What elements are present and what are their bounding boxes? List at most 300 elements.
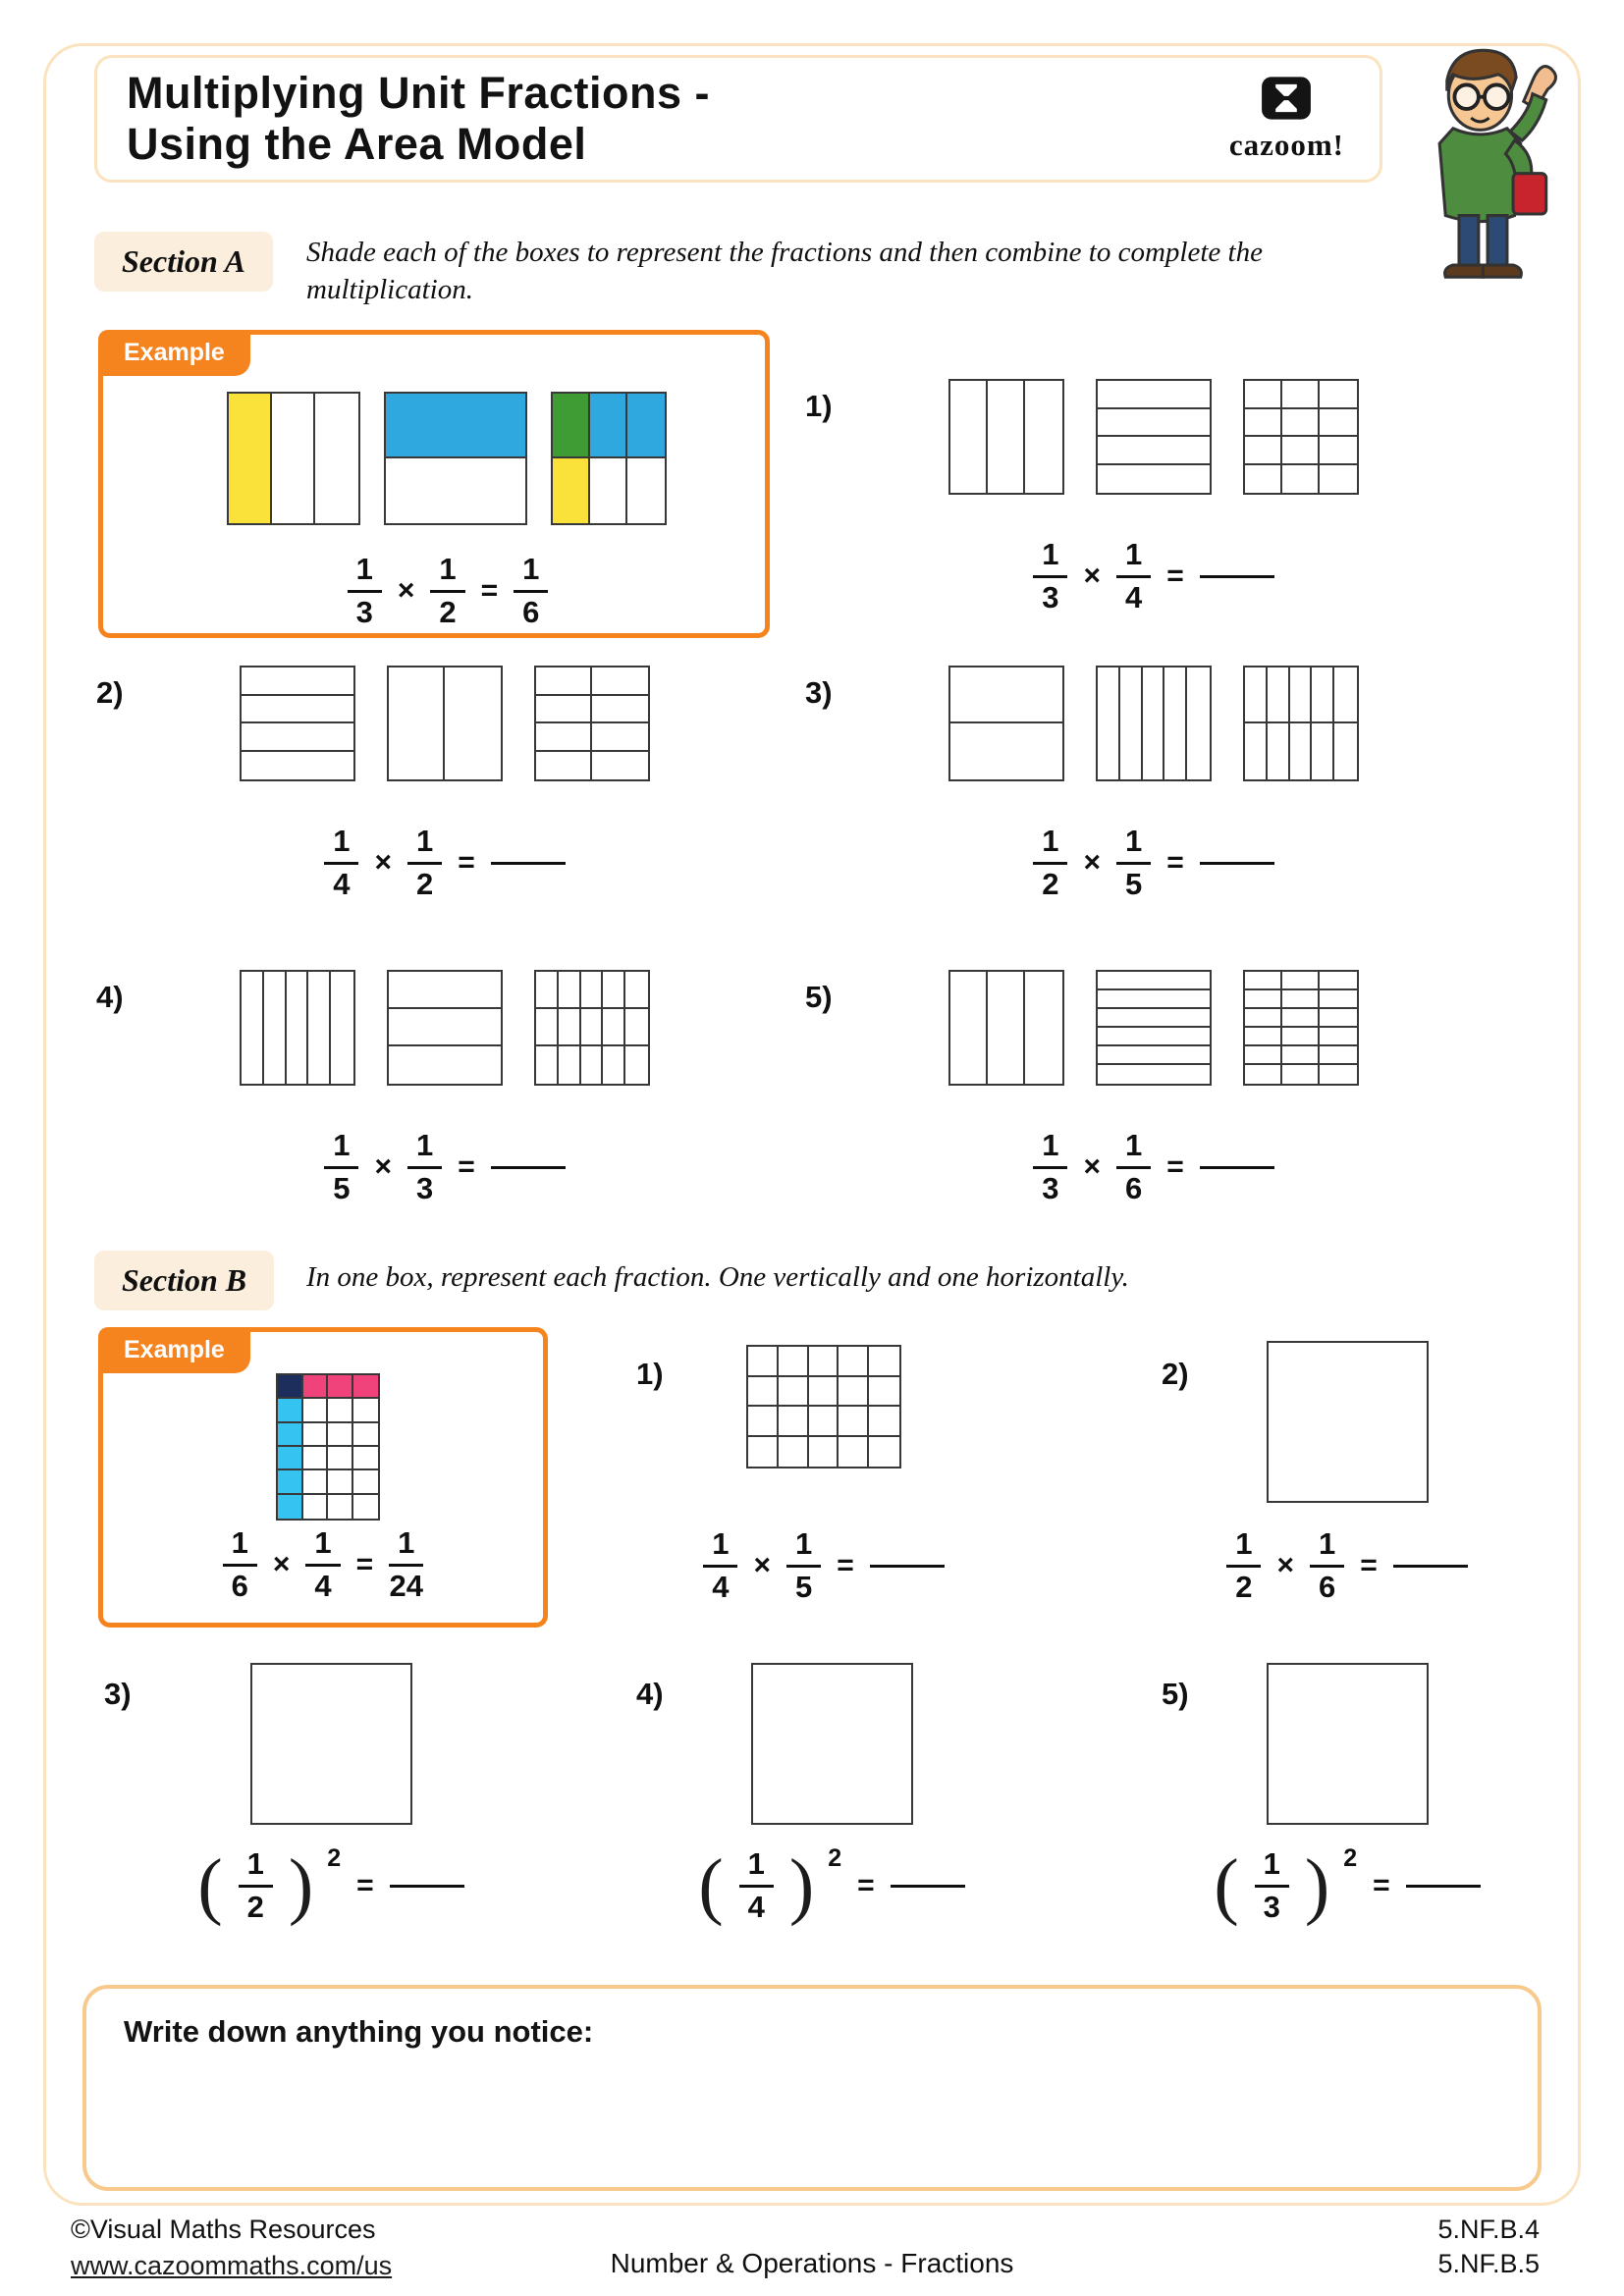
grid-cell: [1245, 1028, 1282, 1046]
grid-cell: [303, 1399, 329, 1422]
worksheet-title: [127, 68, 710, 170]
title-box: [94, 55, 1382, 183]
numerator: 1: [324, 1129, 358, 1169]
denominator: 3: [1042, 579, 1059, 614]
fraction: [407, 1129, 442, 1205]
grid-cell: [1320, 465, 1357, 494]
problem-b3: [96, 1661, 548, 1946]
grid-cell: [1269, 1343, 1427, 1501]
denominator: 2: [1235, 1569, 1253, 1604]
numerator: 1: [305, 1526, 340, 1567]
grid-cell: [1245, 409, 1282, 438]
numerator: 1: [324, 825, 358, 865]
fraction: [703, 1527, 737, 1604]
grid-cell: [278, 1495, 303, 1519]
grid-cell: [1245, 437, 1282, 465]
grid-cell: [278, 1399, 303, 1422]
equation: [169, 1843, 493, 1927]
answer-blank[interactable]: [1200, 862, 1274, 865]
equals-sign: =: [458, 1150, 475, 1184]
numerator: 1: [786, 1527, 821, 1568]
area-model-grid[interactable]: [751, 1663, 913, 1825]
grid-cell: [389, 667, 445, 779]
grid-cell: [1245, 381, 1282, 409]
times-sign: ×: [374, 1150, 392, 1184]
grid-cell: [1320, 381, 1357, 409]
area-model-grid[interactable]: [250, 1663, 412, 1825]
numerator: 1: [1033, 538, 1067, 578]
grid-cell: [386, 394, 525, 458]
problem-number: 1): [636, 1357, 664, 1391]
grid-cell: [625, 1009, 648, 1046]
answer-blank[interactable]: [390, 1885, 464, 1888]
times-sign: ×: [1083, 846, 1101, 880]
grid-cell: [242, 752, 353, 780]
grid-cell: [536, 723, 592, 752]
grid-cell: [779, 1437, 809, 1468]
grid-cell: [1334, 723, 1357, 779]
grid-cell: [242, 667, 353, 696]
grid-cell: [536, 1046, 559, 1084]
grid-cell: [1098, 409, 1210, 438]
problem-number: 4): [96, 980, 124, 1014]
grid-cell: [627, 458, 665, 523]
example-box-a: [98, 330, 770, 638]
right-paren: ): [288, 1843, 314, 1927]
grid-cell: [386, 458, 525, 523]
grid-cell: [1290, 723, 1313, 779]
grid-cell: [272, 394, 315, 523]
grid-cell: [328, 1375, 353, 1399]
grid-cell: [869, 1437, 899, 1468]
grid-cell: [1268, 723, 1290, 779]
fraction: [1116, 1129, 1151, 1205]
left-paren: (: [698, 1843, 724, 1927]
grid-cell: [748, 1347, 779, 1377]
grid-cell: [748, 1407, 779, 1437]
grid-cell: [1282, 1028, 1320, 1046]
grid-cell: [278, 1423, 303, 1447]
grid-cell: [1320, 972, 1357, 990]
area-model-grid[interactable]: [1096, 970, 1212, 1086]
equation: [1185, 1527, 1509, 1604]
answer-blank[interactable]: [1393, 1565, 1468, 1568]
grid-cell: [1282, 990, 1320, 1009]
fraction: [407, 825, 442, 901]
standard-code-2: 5.NF.B.5: [1437, 2249, 1540, 2279]
grid-cell: [1245, 1009, 1282, 1028]
area-model-grid[interactable]: [948, 379, 1064, 495]
equals-sign: =: [1166, 1150, 1184, 1184]
area-model-grid[interactable]: [240, 970, 355, 1086]
grid-cell: [353, 1399, 379, 1422]
denominator: 2: [246, 1889, 264, 1924]
grid-cell: [353, 1470, 379, 1494]
section-b-instruction: In one box, represent each fraction. One vertically and one horizontally.: [306, 1261, 1129, 1293]
area-model-grid[interactable]: [387, 666, 503, 781]
equation: [662, 1527, 986, 1604]
problem-number: 4): [636, 1677, 664, 1711]
grid-cell: [1143, 667, 1165, 779]
answer-blank[interactable]: [1200, 575, 1274, 578]
problem-a5: [805, 970, 1434, 1205]
grid-cell: [839, 1407, 869, 1437]
grid-cell: [303, 1470, 329, 1494]
problem-a4: [96, 970, 725, 1205]
grid-cell: [328, 1423, 353, 1447]
grid-cell: [809, 1407, 839, 1437]
grid-cell: [581, 1009, 604, 1046]
numerator: 1: [239, 1847, 273, 1888]
squared-exponent: 2: [1343, 1843, 1358, 1872]
area-model-grid[interactable]: [1096, 666, 1212, 781]
grid-cell: [328, 1470, 353, 1494]
grid-cell: [1282, 1065, 1320, 1084]
grid-cell: [1120, 667, 1143, 779]
denominator: 5: [333, 1170, 351, 1205]
problem-a3: [805, 666, 1434, 901]
equals-sign: =: [1166, 846, 1184, 880]
grid-cell: [1312, 723, 1334, 779]
area-model-grid[interactable]: [534, 970, 650, 1086]
grid-cell: [353, 1495, 379, 1519]
denominator: 6: [522, 594, 540, 629]
fraction: [1033, 538, 1067, 614]
numerator: 1: [1033, 825, 1067, 865]
denominator: 4: [712, 1569, 730, 1604]
denominator: 5: [1125, 866, 1143, 901]
numerator: 1: [1226, 1527, 1261, 1568]
problem-b2: [1154, 1341, 1605, 1626]
section-b-label: Section B: [94, 1251, 274, 1310]
grid-cell: [988, 381, 1025, 493]
grid-cell: [331, 972, 353, 1084]
logo-hourglass-icon: [1261, 76, 1312, 126]
fraction: [324, 1129, 358, 1205]
numerator: 1: [1116, 1129, 1151, 1169]
numerator: 1: [1310, 1527, 1344, 1568]
denominator: 6: [1125, 1170, 1143, 1205]
grid-cell: [625, 972, 648, 1009]
equation: [240, 825, 650, 901]
numerator: 1: [514, 553, 548, 593]
example-box-b: [98, 1327, 548, 1628]
grid-cell: [779, 1407, 809, 1437]
area-model-grid: [276, 1373, 380, 1521]
grid-cell: [328, 1399, 353, 1422]
denominator: 4: [747, 1889, 765, 1924]
fraction: [239, 1847, 273, 1924]
area-model-grid[interactable]: [1096, 379, 1212, 495]
grid-cell: [748, 1377, 779, 1408]
answer-blank[interactable]: [491, 862, 566, 865]
grid-cell: [581, 1046, 604, 1084]
grid-cell: [1312, 667, 1334, 723]
area-model-grid[interactable]: [1243, 666, 1359, 781]
area-model-grid[interactable]: [534, 666, 650, 781]
area-model-grid[interactable]: [948, 970, 1064, 1086]
grid-cell: [536, 752, 592, 780]
answer-blank[interactable]: [491, 1166, 566, 1169]
fraction: [1116, 825, 1151, 901]
equation: [240, 1129, 650, 1205]
grid-cell: [303, 1447, 329, 1470]
grid-cell: [1282, 1009, 1320, 1028]
times-sign: ×: [1276, 1549, 1294, 1582]
grid-cell: [592, 667, 648, 696]
grid-cell: [389, 1046, 501, 1084]
grid-cell: [278, 1375, 303, 1399]
denominator: 2: [416, 866, 434, 901]
area-model-grid: [384, 392, 527, 525]
grid-cell: [869, 1377, 899, 1408]
grid-cell: [1187, 667, 1210, 779]
numerator: 1: [348, 553, 382, 593]
grid-cell: [1098, 1028, 1210, 1046]
grid-cell: [315, 394, 358, 523]
grid-cell: [536, 667, 592, 696]
notice-label: Write down anything you notice:: [124, 2014, 594, 2049]
grid-cell: [536, 972, 559, 1009]
denominator: 2: [1042, 866, 1059, 901]
denominator: 5: [795, 1569, 813, 1604]
grid-cell: [839, 1347, 869, 1377]
equation: [948, 825, 1359, 901]
fraction: [1226, 1527, 1261, 1604]
times-sign: ×: [753, 1549, 771, 1582]
grid-cell: [809, 1377, 839, 1408]
grid-cell: [753, 1665, 911, 1823]
grid-cell: [1282, 972, 1320, 990]
denominator: 24: [389, 1568, 424, 1603]
area-model-grid[interactable]: [1243, 970, 1359, 1086]
logo-text: cazoom!: [1228, 127, 1344, 162]
grid-cell: [1245, 990, 1282, 1009]
grid-cell: [1245, 723, 1268, 779]
fraction: [430, 553, 464, 629]
problem-number: 3): [805, 675, 833, 710]
grid-cell: [303, 1375, 329, 1399]
grid-cell: [1098, 990, 1210, 1009]
grid-cell: [592, 752, 648, 780]
grid-cell: [1098, 1046, 1210, 1065]
grid-cell: [1320, 990, 1357, 1009]
grid-cell: [229, 394, 272, 523]
grid-cell: [1320, 409, 1357, 438]
grid-cell: [627, 394, 665, 458]
denominator: 4: [1125, 579, 1143, 614]
fraction: [223, 1526, 257, 1603]
notice-box[interactable]: [82, 1985, 1542, 2191]
grid-cell: [536, 696, 592, 724]
grid-cell: [950, 723, 1062, 779]
example-grids: [227, 392, 667, 525]
grid-cell: [603, 1009, 625, 1046]
grid-cell: [559, 1009, 581, 1046]
area-model-grid[interactable]: [1243, 379, 1359, 495]
equals-sign: =: [1373, 1869, 1390, 1902]
cazoom-logo: [1229, 76, 1344, 163]
section-a-instruction: Shade each of the boxes to represent the fractions and then combine to complete the multiplication.: [306, 237, 1263, 306]
fraction: [1116, 538, 1151, 614]
website-link[interactable]: www.cazoommaths.com/us: [71, 2251, 393, 2281]
area-model-grid[interactable]: [240, 666, 355, 781]
equation: [948, 1129, 1359, 1205]
grid-cell: [1282, 409, 1320, 438]
problem-number: 1): [805, 389, 833, 423]
times-sign: ×: [1083, 1150, 1101, 1184]
equals-sign: =: [1166, 560, 1184, 593]
times-sign: ×: [397, 574, 415, 608]
numerator: 1: [1116, 538, 1151, 578]
area-model-grid[interactable]: [1267, 1663, 1429, 1825]
grid-cell: [553, 394, 590, 458]
footer-copyright: ©Visual Maths Resources: [71, 2215, 376, 2244]
area-model-grid[interactable]: [948, 666, 1064, 781]
grid-cell: [950, 381, 988, 493]
grid-cell: [1320, 1046, 1357, 1065]
grid-cell: [1245, 972, 1282, 990]
result-fraction: [389, 1526, 423, 1603]
numerator: 1: [223, 1526, 257, 1567]
teacher-illustration: [1386, 35, 1583, 291]
grid-cell: [389, 972, 501, 1009]
grid-cell: [1245, 1046, 1282, 1065]
grid-cell: [603, 972, 625, 1009]
numerator: 1: [1116, 825, 1151, 865]
grid-cell: [264, 972, 287, 1084]
grid-cell: [1320, 1009, 1357, 1028]
grid-cell: [559, 972, 581, 1009]
numerator: 1: [407, 1129, 442, 1169]
answer-blank[interactable]: [891, 1885, 965, 1888]
grid-cell: [242, 696, 353, 724]
grid-cell: [1098, 972, 1210, 990]
right-paren: ): [1304, 1843, 1330, 1927]
fraction: [1255, 1847, 1289, 1924]
grid-cell: [592, 723, 648, 752]
grid-cell: [1282, 381, 1320, 409]
grid-cell: [353, 1423, 379, 1447]
grid-cell: [536, 1009, 559, 1046]
grid-cell: [278, 1470, 303, 1494]
grid-cell: [1245, 465, 1282, 494]
example-equation: [227, 553, 669, 629]
problem-b5: [1154, 1661, 1605, 1946]
grid-cell: [353, 1375, 379, 1399]
grid-cell: [950, 972, 988, 1084]
grid-cell: [1098, 1009, 1210, 1028]
area-model-grid: [227, 392, 360, 525]
grid-cell: [809, 1437, 839, 1468]
result-fraction: [514, 553, 548, 629]
grid-cell: [869, 1407, 899, 1437]
answer-blank[interactable]: [1406, 1885, 1481, 1888]
denominator: 4: [314, 1568, 332, 1603]
grid-cell: [1320, 1065, 1357, 1084]
numerator: 1: [739, 1847, 774, 1888]
problem-a2: [96, 666, 725, 901]
grid-cell: [1320, 1028, 1357, 1046]
numerator: 1: [430, 553, 464, 593]
area-model-grid[interactable]: [746, 1345, 901, 1468]
equals-sign: =: [857, 1869, 875, 1902]
numerator: 1: [407, 825, 442, 865]
grid-cell: [303, 1423, 329, 1447]
answer-blank[interactable]: [870, 1565, 945, 1568]
denominator: 3: [416, 1170, 434, 1205]
fraction: [348, 553, 382, 629]
grid-cell: [553, 458, 590, 523]
area-model-grid[interactable]: [387, 970, 503, 1086]
times-sign: ×: [1083, 560, 1101, 593]
denominator: 3: [355, 594, 373, 629]
fraction: [786, 1527, 821, 1604]
grid-cell: [748, 1437, 779, 1468]
grid-cell: [1320, 437, 1357, 465]
grid-cell: [590, 458, 627, 523]
grid-cell: [1282, 1046, 1320, 1065]
equals-sign: =: [480, 574, 499, 608]
problem-number: 5): [1162, 1677, 1189, 1711]
area-model-grid[interactable]: [1267, 1341, 1429, 1503]
grid-cell: [1025, 972, 1062, 1084]
grid-cell: [779, 1347, 809, 1377]
equals-sign: =: [356, 1869, 374, 1902]
equals-sign: =: [355, 1548, 374, 1581]
section-a-label: Section A: [94, 232, 273, 292]
grid-cell: [581, 972, 604, 1009]
right-paren: ): [788, 1843, 815, 1927]
grid-cell: [389, 1009, 501, 1046]
grid-cell: [779, 1377, 809, 1408]
times-sign: ×: [374, 846, 392, 880]
grid-cell: [1268, 667, 1290, 723]
grid-cell: [592, 696, 648, 724]
problem-b4: [628, 1661, 1080, 1946]
squared-exponent: 2: [327, 1843, 342, 1872]
fraction: [305, 1526, 340, 1603]
example-tag: Example: [98, 330, 250, 376]
grid-cell: [328, 1447, 353, 1470]
left-paren: (: [1214, 1843, 1239, 1927]
denominator: 3: [1042, 1170, 1059, 1205]
grid-cell: [242, 972, 264, 1084]
grid-cell: [950, 667, 1062, 723]
problem-b1: [628, 1341, 1080, 1626]
grid-cell: [308, 972, 331, 1084]
fraction: [1033, 825, 1067, 901]
title-line-2: Using the Area Model: [127, 119, 587, 169]
grid-cell: [603, 1046, 625, 1084]
denominator: 4: [333, 866, 351, 901]
grid-cell: [1290, 667, 1313, 723]
grid-cell: [328, 1495, 353, 1519]
fraction: [324, 825, 358, 901]
denominator: 3: [1263, 1889, 1280, 1924]
equals-sign: =: [1360, 1549, 1378, 1582]
left-paren: (: [197, 1843, 223, 1927]
grid-cell: [809, 1347, 839, 1377]
footer-right: [1437, 2213, 1540, 2281]
grid-cell: [278, 1447, 303, 1470]
answer-blank[interactable]: [1200, 1166, 1274, 1169]
grid-cell: [1282, 437, 1320, 465]
squared-exponent: 2: [828, 1843, 842, 1872]
grid-cell: [1098, 667, 1120, 779]
denominator: 2: [439, 594, 457, 629]
grid-cell: [1098, 1065, 1210, 1084]
